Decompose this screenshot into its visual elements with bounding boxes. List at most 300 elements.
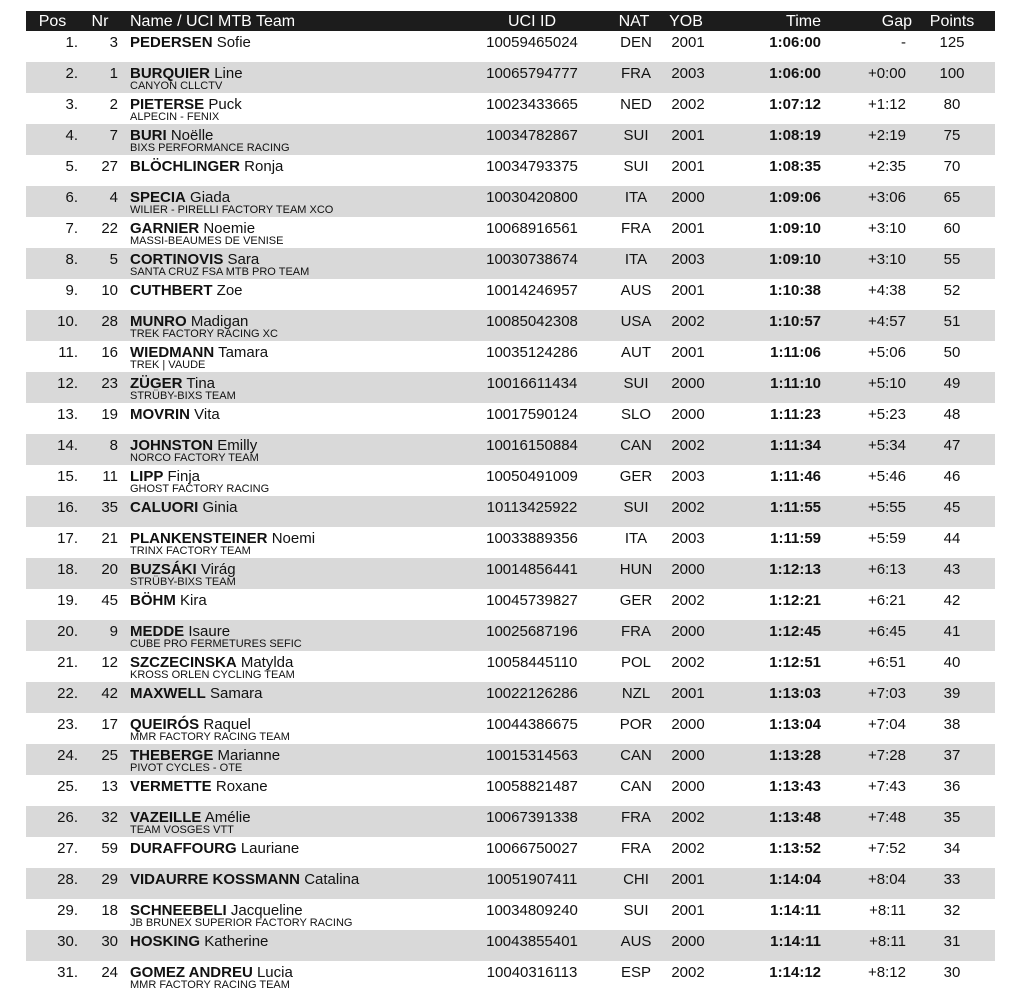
nationality-cell: FRA (621, 220, 651, 237)
nationality-cell: SUI (623, 499, 649, 516)
rider-last-name: BLÖCHLINGER (130, 158, 240, 175)
nationality-cell: GER (619, 592, 653, 609)
table-row (26, 124, 995, 155)
rider-first-name: Lauriane (240, 840, 300, 857)
bib-number-cell: 28 (101, 313, 118, 330)
time-cell: 1:11:10 (770, 375, 821, 392)
points-cell: 70 (943, 158, 961, 175)
time-cell: 1:11:59 (770, 530, 821, 547)
uci-id-cell: 10066750027 (486, 840, 578, 857)
uci-id-cell: 10050491009 (486, 468, 578, 485)
bib-number-cell: 42 (101, 685, 118, 702)
nationality-cell: CAN (620, 437, 652, 454)
time-cell: 1:12:51 (769, 654, 821, 671)
points-cell: 41 (943, 623, 961, 640)
position-cell: 8. (65, 251, 78, 268)
rider-name-cell (130, 405, 220, 424)
rider-first-name: Roxane (215, 778, 268, 795)
year-of-birth-cell: 2000 (671, 716, 705, 733)
table-row (26, 868, 995, 899)
points-cell: 36 (943, 778, 961, 795)
gap-cell: +2:19 (868, 127, 906, 144)
rider-first-name: Marianne (217, 747, 281, 764)
rider-first-name: Kira (180, 592, 207, 609)
team-name: KROSS ORLEN CYCLING TEAM (130, 669, 295, 681)
points-cell: 100 (939, 65, 965, 82)
table-row (26, 713, 995, 744)
bib-number-cell: 32 (101, 809, 118, 826)
table-row (26, 558, 995, 589)
position-cell: 24. (57, 747, 78, 764)
year-of-birth-cell: 2001 (671, 685, 705, 702)
rider-name-cell (130, 777, 268, 796)
uci-id-cell: 10015314563 (486, 747, 578, 764)
points-cell: 31 (943, 933, 961, 950)
gap-cell: +3:10 (868, 220, 906, 237)
year-of-birth-cell: 2000 (671, 933, 705, 950)
year-of-birth-cell: 2002 (671, 840, 705, 857)
table-row (26, 496, 995, 527)
uci-id-cell: 10045739827 (486, 592, 578, 609)
position-cell: 13. (57, 406, 78, 423)
nationality-cell: POR (619, 716, 653, 733)
bib-number-cell: 45 (101, 592, 118, 609)
time-cell: 1:14:12 (769, 964, 821, 981)
position-cell: 29. (57, 902, 78, 919)
gap-cell: +3:06 (868, 189, 906, 206)
rider-last-name: MEDDE (130, 623, 185, 640)
rider-name-cell (130, 932, 268, 951)
rider-last-name: LIPP (130, 468, 164, 485)
rider-first-name: Catalina (304, 871, 360, 888)
position-cell: 1. (65, 34, 78, 51)
rider-last-name: PEDERSEN (130, 34, 213, 51)
year-of-birth-cell: 2002 (671, 437, 705, 454)
gap-cell: - (901, 34, 906, 51)
table-row (26, 434, 995, 465)
bib-number-cell: 4 (109, 189, 118, 206)
points-cell: 32 (943, 902, 961, 919)
rider-first-name: Noemie (203, 220, 256, 237)
team-name: TEAM VOSGES VTT (130, 824, 234, 836)
rider-first-name: Lucia (256, 964, 293, 981)
header-nat: NAT (618, 13, 650, 30)
bib-number-cell: 7 (109, 127, 118, 144)
rider-last-name: MAXWELL (130, 685, 206, 702)
table-row (26, 31, 995, 62)
rider-name-cell (130, 498, 238, 517)
rider-last-name: VERMETTE (130, 778, 212, 795)
year-of-birth-cell: 2002 (671, 809, 705, 826)
uci-id-cell: 10034793375 (486, 158, 578, 175)
rider-last-name: PLANKENSTEINER (130, 530, 268, 547)
rider-first-name: Noëlle (170, 127, 214, 144)
table-row (26, 775, 995, 806)
bib-number-cell: 13 (101, 778, 118, 795)
rider-first-name: Zoe (216, 282, 243, 299)
rider-first-name: Amélie (204, 809, 251, 826)
time-cell: 1:11:46 (770, 468, 821, 485)
nationality-cell: SLO (620, 406, 651, 423)
rider-last-name: SCHNEEBELI (130, 902, 227, 919)
points-cell: 38 (943, 716, 961, 733)
time-cell: 1:10:38 (769, 282, 821, 299)
points-cell: 45 (943, 499, 961, 516)
rider-first-name: Tina (186, 375, 216, 392)
gap-cell: +3:10 (868, 251, 906, 268)
table-row (26, 372, 995, 403)
year-of-birth-cell: 2000 (671, 375, 705, 392)
team-name: CUBE PRO FERMETURES SEFIC (130, 638, 302, 650)
table-row (26, 589, 995, 620)
points-cell: 37 (943, 747, 961, 764)
time-cell: 1:09:06 (769, 189, 821, 206)
table-row (26, 217, 995, 248)
bib-number-cell: 3 (109, 34, 118, 51)
uci-id-cell: 10043855401 (486, 933, 578, 950)
points-cell: 49 (943, 375, 961, 392)
nationality-cell: AUT (621, 344, 651, 361)
uci-id-cell: 10030738674 (486, 251, 578, 268)
nationality-cell: AUS (620, 933, 652, 950)
position-cell: 7. (65, 220, 78, 237)
bib-number-cell: 35 (101, 499, 118, 516)
team-name: BIXS PERFORMANCE RACING (130, 142, 290, 154)
uci-id-cell: 10022126286 (486, 685, 578, 702)
time-cell: 1:13:48 (769, 809, 821, 826)
table-row (26, 155, 995, 186)
time-cell: 1:07:12 (769, 96, 821, 113)
points-cell: 48 (943, 406, 961, 423)
rider-last-name: JOHNSTON (130, 437, 214, 454)
nationality-cell: NZL (621, 685, 651, 702)
rider-last-name: MOVRIN (130, 406, 190, 423)
nationality-cell: ESP (620, 964, 651, 981)
uci-id-cell: 10113425922 (486, 499, 578, 516)
points-cell: 40 (943, 654, 961, 671)
time-cell: 1:11:55 (770, 499, 821, 516)
year-of-birth-cell: 2000 (671, 778, 705, 795)
table-row (26, 310, 995, 341)
rider-last-name: SZCZECINSKA (130, 654, 237, 671)
year-of-birth-cell: 2002 (671, 96, 705, 113)
rider-first-name: Finja (167, 468, 201, 485)
gap-cell: +5:34 (868, 437, 906, 454)
uci-id-cell: 10034809240 (486, 902, 578, 919)
uci-id-cell: 10016150884 (486, 437, 578, 454)
bib-number-cell: 8 (109, 437, 118, 454)
bib-number-cell: 59 (101, 840, 118, 857)
points-cell: 30 (943, 964, 961, 981)
uci-id-cell: 10014246957 (486, 282, 578, 299)
time-cell: 1:09:10 (769, 220, 821, 237)
uci-id-cell: 10067391338 (486, 809, 578, 826)
team-name: STRÜBY-BIXS TEAM (130, 576, 236, 588)
bib-number-cell: 27 (101, 158, 118, 175)
rider-name-cell (130, 157, 283, 176)
position-cell: 9. (65, 282, 78, 299)
rider-name-cell (130, 591, 207, 610)
nationality-cell: ITA (624, 189, 648, 206)
nationality-cell: GER (619, 468, 653, 485)
header-time: Time (786, 13, 821, 30)
rider-last-name: HOSKING (130, 933, 201, 950)
table-row (26, 899, 995, 930)
team-name: SANTA CRUZ FSA MTB PRO TEAM (130, 266, 310, 278)
nationality-cell: FRA (621, 623, 651, 640)
table-header (26, 11, 995, 31)
year-of-birth-cell: 2001 (671, 902, 705, 919)
year-of-birth-cell: 2001 (671, 344, 705, 361)
nationality-cell: SUI (623, 902, 649, 919)
table-row (26, 651, 995, 682)
points-cell: 47 (943, 437, 961, 454)
rider-last-name: SPECIA (130, 189, 186, 206)
time-cell: 1:11:23 (770, 406, 821, 423)
uci-id-cell: 10035124286 (486, 344, 578, 361)
points-cell: 52 (943, 282, 961, 299)
bib-number-cell: 20 (101, 561, 118, 578)
team-name: TREK FACTORY RACING XC (130, 328, 278, 340)
time-cell: 1:13:43 (769, 778, 821, 795)
nationality-cell: CAN (620, 747, 652, 764)
bib-number-cell: 21 (101, 530, 118, 547)
time-cell: 1:13:52 (769, 840, 821, 857)
header-pos: Pos (38, 13, 67, 30)
points-cell: 75 (943, 127, 961, 144)
time-cell: 1:11:06 (770, 344, 821, 361)
bib-number-cell: 9 (109, 623, 118, 640)
year-of-birth-cell: 2002 (671, 499, 705, 516)
rider-first-name: Matylda (240, 654, 294, 671)
bib-number-cell: 17 (101, 716, 118, 733)
position-cell: 27. (57, 840, 78, 857)
team-name: PIVOT CYCLES - OTE (130, 762, 243, 774)
position-cell: 10. (57, 313, 78, 330)
uci-id-cell: 10030420800 (486, 189, 578, 206)
gap-cell: +6:45 (868, 623, 906, 640)
team-name: GHOST FACTORY RACING (130, 483, 270, 495)
year-of-birth-cell: 2001 (671, 127, 705, 144)
table-row (26, 930, 995, 961)
year-of-birth-cell: 2002 (671, 654, 705, 671)
points-cell: 46 (943, 468, 961, 485)
year-of-birth-cell: 2002 (671, 313, 705, 330)
table-row (26, 403, 995, 434)
table-row (26, 806, 995, 837)
gap-cell: +5:10 (868, 375, 906, 392)
nationality-cell: USA (620, 313, 652, 330)
nationality-cell: FRA (621, 65, 651, 82)
bib-number-cell: 22 (101, 220, 118, 237)
team-name: NORCO FACTORY TEAM (130, 452, 259, 464)
header-yob: YOB (669, 13, 703, 30)
bib-number-cell: 18 (101, 902, 118, 919)
year-of-birth-cell: 2001 (671, 158, 705, 175)
rider-first-name: Ginia (202, 499, 238, 516)
gap-cell: +5:59 (868, 530, 906, 547)
gap-cell: +4:57 (868, 313, 906, 330)
rider-first-name: Emilly (217, 437, 258, 454)
table-row (26, 961, 995, 992)
team-name: MASSI-BEAUMES DE VENISE (130, 235, 284, 247)
nationality-cell: AUS (620, 282, 652, 299)
nationality-cell: ITA (624, 530, 648, 547)
time-cell: 1:10:57 (769, 313, 821, 330)
year-of-birth-cell: 2002 (671, 592, 705, 609)
uci-id-cell: 10040316113 (486, 964, 578, 981)
rider-first-name: Raquel (203, 716, 251, 733)
time-cell: 1:06:00 (769, 65, 821, 82)
rider-last-name: GARNIER (130, 220, 200, 237)
rider-last-name: BURQUIER (130, 65, 211, 82)
table-row (26, 279, 995, 310)
rider-first-name: Tamara (218, 344, 269, 361)
rider-first-name: Katherine (204, 933, 269, 950)
position-cell: 16. (57, 499, 78, 516)
uci-id-cell: 10051907411 (486, 871, 578, 888)
uci-id-cell: 10033889356 (486, 530, 578, 547)
rider-last-name: QUEIRÓS (130, 716, 200, 733)
position-cell: 11. (58, 344, 78, 361)
rider-first-name: Vita (194, 406, 220, 423)
gap-cell: +7:52 (868, 840, 906, 857)
position-cell: 5. (65, 158, 78, 175)
rider-first-name: Jacqueline (230, 902, 303, 919)
gap-cell: +6:13 (868, 561, 906, 578)
uci-id-cell: 10016611434 (486, 375, 578, 392)
rider-last-name: DURAFFOURG (130, 840, 237, 857)
gap-cell: +8:11 (869, 933, 906, 950)
table-row (26, 465, 995, 496)
points-cell: 43 (943, 561, 961, 578)
table-row (26, 682, 995, 713)
position-cell: 23. (57, 716, 78, 733)
year-of-birth-cell: 2002 (671, 964, 705, 981)
rider-first-name: Line (214, 65, 243, 82)
gap-cell: +7:04 (868, 716, 906, 733)
points-cell: 44 (943, 530, 961, 547)
table-row (26, 620, 995, 651)
nationality-cell: DEN (620, 34, 652, 51)
rider-first-name: Madigan (190, 313, 249, 330)
rider-first-name: Puck (208, 96, 242, 113)
uci-id-cell: 10023433665 (486, 96, 578, 113)
gap-cell: +0:00 (868, 65, 906, 82)
header-points: Points (929, 13, 975, 30)
rider-last-name: PIETERSE (130, 96, 205, 113)
position-cell: 12. (57, 375, 78, 392)
year-of-birth-cell: 2000 (671, 406, 705, 423)
gap-cell: +5:46 (868, 468, 906, 485)
gap-cell: +6:21 (868, 592, 906, 609)
points-cell: 34 (943, 840, 961, 857)
rider-last-name: GOMEZ ANDREU (130, 964, 253, 981)
rider-last-name: VIDAURRE KOSSMANN (130, 871, 301, 888)
position-cell: 30. (57, 933, 78, 950)
uci-id-cell: 10085042308 (486, 313, 578, 330)
uci-id-cell: 10034782867 (486, 127, 578, 144)
position-cell: 15. (57, 468, 78, 485)
position-cell: 4. (65, 127, 78, 144)
rider-last-name: BURI (130, 127, 167, 144)
header-name-team: Name / UCI MTB Team (130, 13, 296, 30)
year-of-birth-cell: 2001 (671, 871, 705, 888)
points-cell: 51 (943, 313, 961, 330)
table-row (26, 527, 995, 558)
year-of-birth-cell: 2000 (671, 623, 705, 640)
rider-name-cell (130, 870, 359, 889)
bib-number-cell: 29 (101, 871, 118, 888)
position-cell: 28. (57, 871, 78, 888)
time-cell: 1:12:45 (769, 623, 821, 640)
time-cell: 1:14:04 (769, 871, 821, 888)
position-cell: 14. (57, 437, 78, 454)
gap-cell: +4:38 (868, 282, 906, 299)
bib-number-cell: 12 (101, 654, 118, 671)
year-of-birth-cell: 2003 (671, 530, 705, 547)
table-row (26, 341, 995, 372)
header-nr: Nr (91, 13, 109, 30)
position-cell: 26. (57, 809, 78, 826)
points-cell: 39 (943, 685, 961, 702)
time-cell: 1:12:21 (769, 592, 821, 609)
time-cell: 1:06:00 (769, 34, 821, 51)
position-cell: 18. (57, 561, 78, 578)
bib-number-cell: 5 (109, 251, 118, 268)
bib-number-cell: 2 (109, 96, 118, 113)
time-cell: 1:08:19 (769, 127, 821, 144)
bib-number-cell: 16 (101, 344, 118, 361)
time-cell: 1:12:13 (769, 561, 821, 578)
uci-id-cell: 10059465024 (486, 34, 578, 51)
nationality-cell: CAN (620, 778, 652, 795)
uci-id-cell: 10025687196 (486, 623, 578, 640)
uci-id-cell: 10014856441 (486, 561, 578, 578)
time-cell: 1:13:28 (769, 747, 821, 764)
gap-cell: +1:12 (868, 96, 906, 113)
uci-id-cell: 10065794777 (486, 65, 578, 82)
team-name: MMR FACTORY RACING TEAM (130, 979, 290, 991)
gap-cell: +5:06 (868, 344, 906, 361)
position-cell: 17. (57, 530, 78, 547)
team-name: TRINX FACTORY TEAM (130, 545, 251, 557)
gap-cell: +2:35 (868, 158, 906, 175)
position-cell: 22. (57, 685, 78, 702)
gap-cell: +5:23 (868, 406, 906, 423)
gap-cell: +7:43 (868, 778, 906, 795)
time-cell: 1:13:04 (769, 716, 821, 733)
rider-last-name: THEBERGE (130, 747, 214, 764)
rider-last-name: BUZSÁKI (130, 561, 197, 578)
time-cell: 1:13:03 (769, 685, 821, 702)
team-name: TREK | VAUDE (130, 359, 206, 371)
position-cell: 19. (57, 592, 78, 609)
bib-number-cell: 11 (102, 468, 118, 485)
bib-number-cell: 24 (101, 964, 118, 981)
gap-cell: +6:51 (868, 654, 906, 671)
year-of-birth-cell: 2003 (671, 468, 705, 485)
bib-number-cell: 19 (101, 406, 118, 423)
header-gap: Gap (881, 13, 912, 30)
position-cell: 2. (65, 65, 78, 82)
time-cell: 1:11:34 (770, 437, 821, 454)
time-cell: 1:08:35 (769, 158, 821, 175)
rider-first-name: Noemi (271, 530, 316, 547)
rider-first-name: Sofie (216, 34, 251, 51)
rider-last-name: MUNRO (130, 313, 187, 330)
points-cell: 42 (943, 592, 961, 609)
